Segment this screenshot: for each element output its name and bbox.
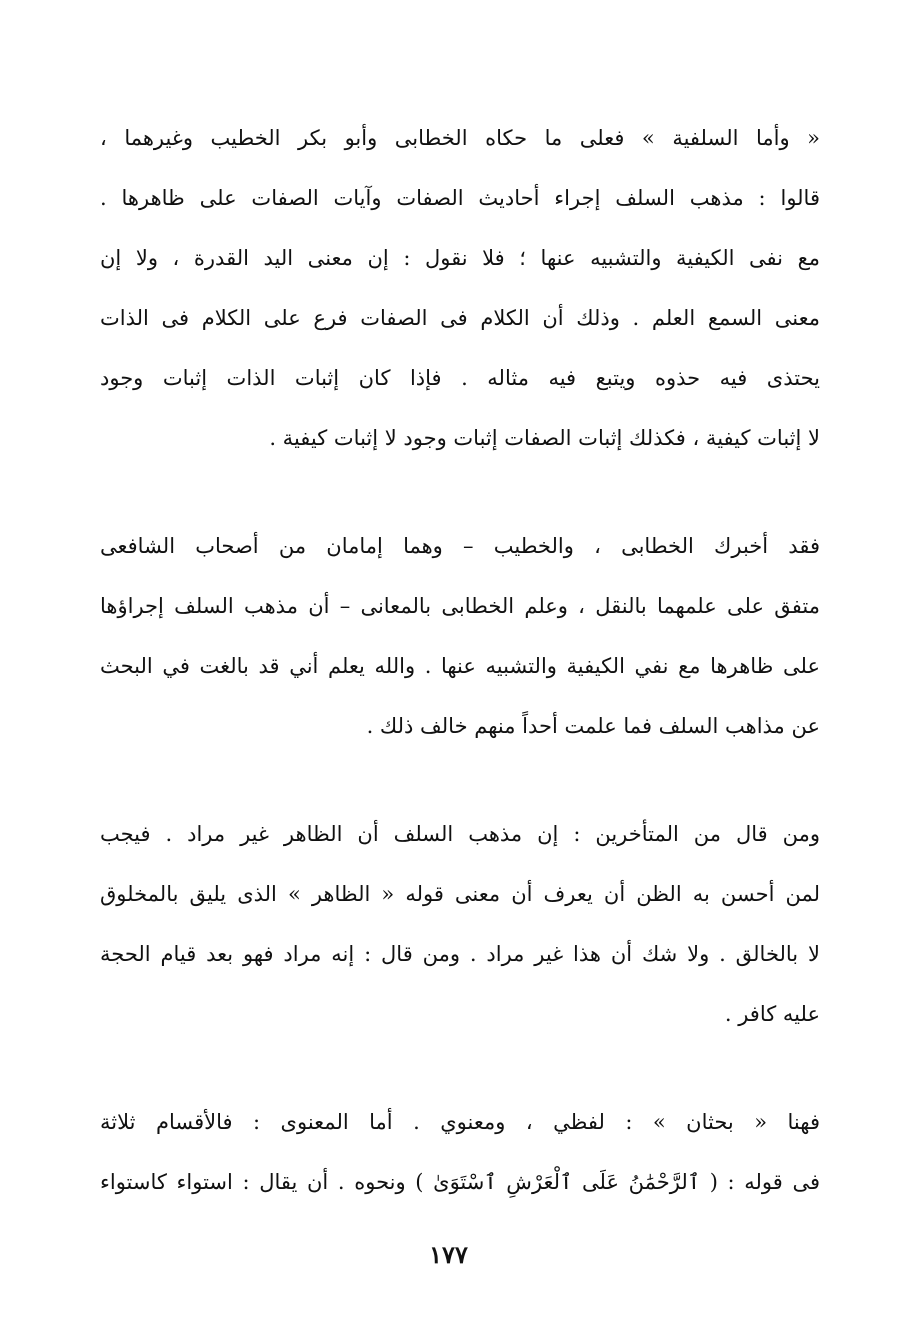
page-number: ١٧٧ — [429, 1240, 468, 1269]
paragraph-2 — [100, 516, 820, 756]
paragraph-gap — [100, 468, 820, 516]
text-line: متفق على علمهما بالنقل ، وعلم الخطابى بالمعانى – أن مذهب السلف إجراؤها — [100, 594, 820, 618]
text-line: ومن قال من المتأخرين : إن مذهب السلف أن الظاهر غير مراد . فيجب — [100, 822, 820, 846]
paragraph-gap — [100, 756, 820, 804]
page-body — [100, 108, 820, 1212]
text-line: قالوا : مذهب السلف إجراء أحاديث الصفات وآيات الصفات على ظاهرها . — [100, 186, 820, 210]
text-line: لمن أحسن به الظن أن يعرف أن معنى قوله « الظاهر » الذى يليق بالمخلوق — [100, 882, 820, 906]
text-line: « وأما السلفية » فعلى ما حكاه الخطابى وأبو بكر الخطيب وغيرهما ، — [100, 126, 820, 150]
paragraph-3 — [100, 804, 820, 1044]
text-line: مع نفى الكيفية والتشبيه عنها ؛ فلا نقول : إن معنى اليد القدرة ، ولا إن — [100, 246, 820, 270]
text-line: لا بالخالق . ولا شك أن هذا غير مراد . ومن قال : إنه مراد فهو بعد قيام الحجة — [100, 942, 820, 966]
text-line: عن مذاهب السلف فما علمت أحداً منهم خالف ذلك . — [366, 714, 820, 738]
paragraph-gap — [100, 1044, 820, 1092]
text-line: يحتذى فيه حذوه ويتبع فيه مثاله . فإذا كان إثبات الذات إثبات وجود — [100, 366, 820, 390]
text-line: عليه كافر . — [724, 1002, 820, 1026]
text-line: فى قوله : ( ٱلرَّحْمَٰنُ عَلَى ٱلْعَرْشِ ٱسْتَوَىٰ ) ونحوه . أن يقال : استواء كاستواء — [100, 1170, 820, 1194]
text-line: فقد أخبرك الخطابى ، والخطيب – وهما إمامان من أصحاب الشافعى — [100, 534, 820, 558]
paragraph-1 — [100, 108, 820, 468]
text-line: على ظاهرها مع نفي الكيفية والتشبيه عنها . والله يعلم أني قد بالغت في البحث — [100, 654, 820, 678]
text-line: فهنا « بحثان » : لفظي ، ومعنوي . أما المعنوى : فالأقسام ثلاثة — [100, 1110, 820, 1134]
text-line: لا إثبات كيفية ، فكذلك إثبات الصفات إثبات وجود لا إثبات كيفية . — [269, 426, 820, 450]
paragraph-4 — [100, 1092, 820, 1212]
text-line: معنى السمع العلم . وذلك أن الكلام فى الصفات فرع على الكلام فى الذات — [100, 306, 820, 330]
